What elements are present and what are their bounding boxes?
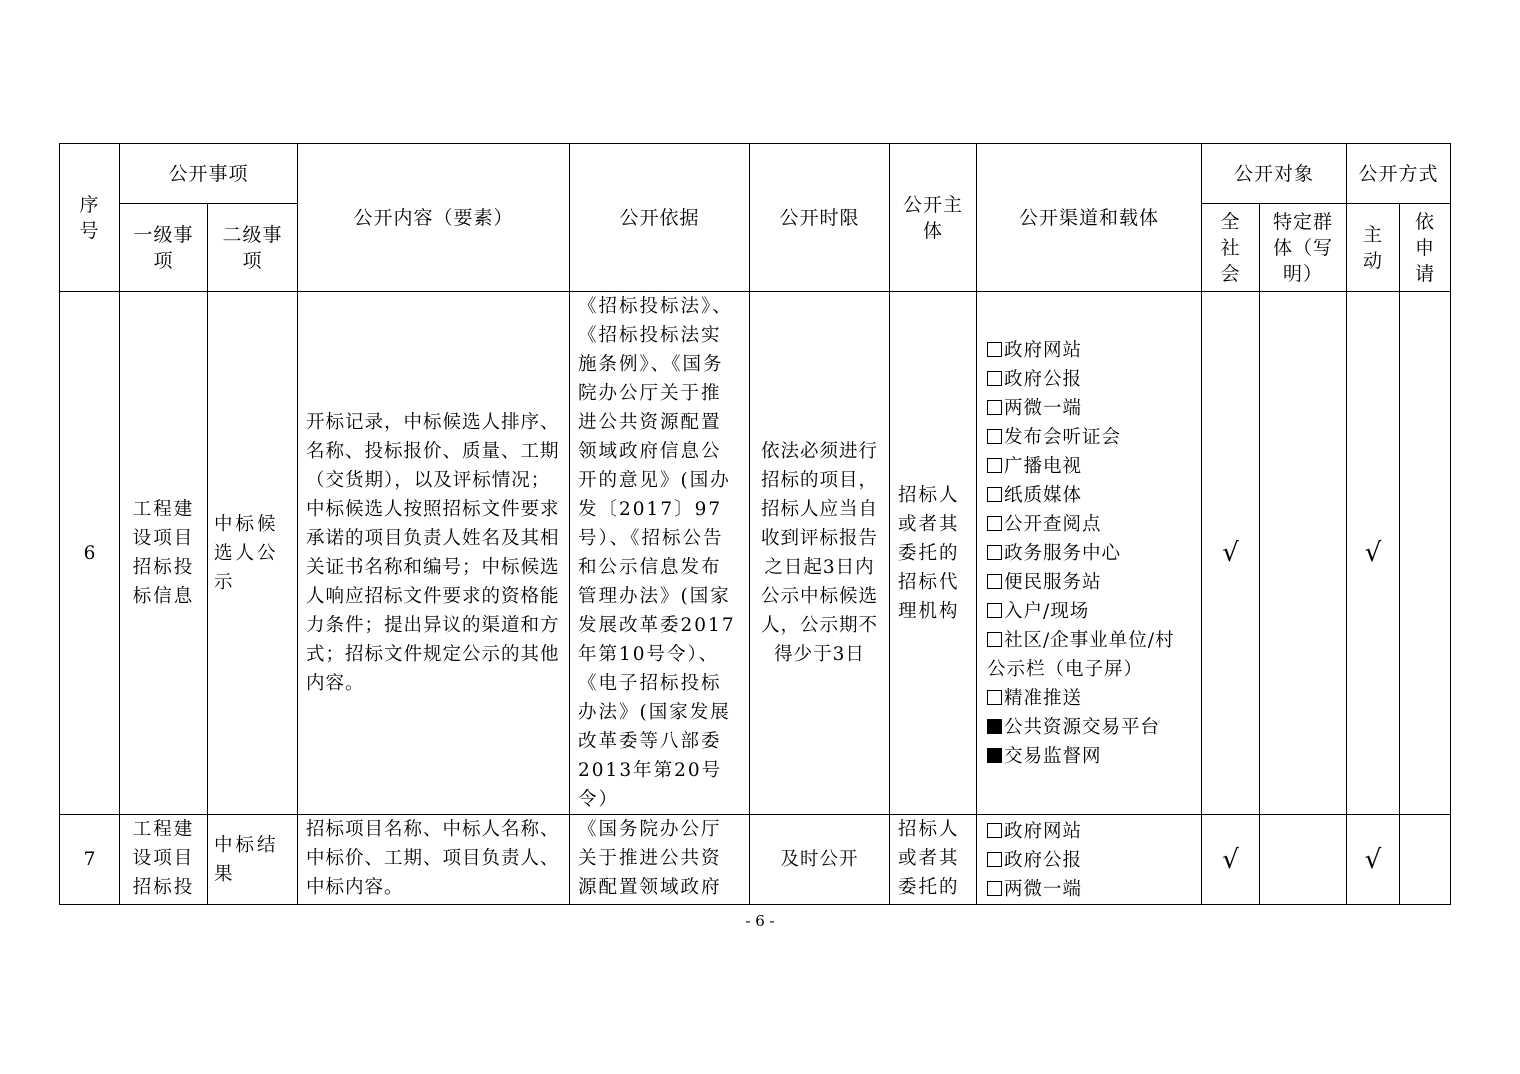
row-aud-specific	[1260, 292, 1347, 815]
checkbox-icon	[987, 690, 1002, 705]
channel-item: 两微一端	[987, 875, 1193, 904]
row-subject: 招标人或者其委托的招标代理机构	[890, 292, 977, 815]
row-mode-active: √	[1347, 292, 1400, 815]
checkbox-icon	[987, 487, 1002, 502]
row-seq: 6	[60, 292, 120, 815]
checkbox-icon	[987, 823, 1002, 838]
col-header-content: 公开内容（要素）	[298, 144, 570, 292]
channel-item: 政府公报	[987, 846, 1193, 875]
col-header-aud-specific: 特定群体（写明）	[1260, 204, 1347, 292]
checked-box-icon	[987, 748, 1002, 763]
row-aud-all: √	[1202, 292, 1260, 815]
row-content: 开标记录，中标候选人排序、名称、投标报价、质量、工期（交货期），以及评标情况；中标候选人按照招标文件要求承诺的项目负责人姓名及其相关证书名称和编号；中标候选人响应招标文件要求的资格能力条件；提出异议的渠道和方式；招标文件规定公示的其他内容。	[298, 292, 570, 815]
checkbox-icon	[987, 429, 1002, 444]
checkbox-icon	[987, 545, 1002, 560]
row-level1: 工程建设项目招标投	[120, 815, 208, 905]
row-time: 依法必须进行招标的项目，招标人应当自收到评标报告之日起3日内公示中标候选人，公示期不得少于3日	[750, 292, 890, 815]
channel-item: 发布会听证会	[987, 423, 1193, 452]
row-aud-all: √	[1202, 815, 1260, 905]
col-header-aud-all: 全社会	[1202, 204, 1260, 292]
checkbox-icon	[987, 603, 1002, 618]
row-mode-active: √	[1347, 815, 1400, 905]
row-basis: 《国务院办公厅关于推进公共资源配置领域政府	[570, 815, 750, 905]
checkbox-icon	[987, 371, 1002, 386]
row-subject: 招标人或者其委托的	[890, 815, 977, 905]
col-header-time: 公开时限	[750, 144, 890, 292]
disclosure-table	[59, 143, 1451, 905]
col-header-mode: 公开方式	[1347, 144, 1451, 204]
row-mode-apply	[1400, 292, 1451, 815]
channel-item: 政府公报	[987, 365, 1193, 394]
channel-item: 纸质媒体	[987, 481, 1193, 510]
row-content: 招标项目名称、中标人名称、中标价、工期、项目负责人、中标内容。	[298, 815, 570, 905]
page-number: - 6 -	[745, 912, 775, 930]
channel-item: 政府网站	[987, 336, 1193, 365]
col-header-subject: 公开主体	[890, 144, 977, 292]
col-header-basis: 公开依据	[570, 144, 750, 292]
row-basis: 《招标投标法》、《招标投标法实施条例》、《国务院办公厅关于推进公共资源配置领域政府信息公开的意见》(国办发〔2017〕97号）、《招标公告和公示信息发布管理办法》(国家发展改革委2017年第10号令）、《电子招标投标办法》(国家发展改革委等八部委2013年第20号令）	[570, 292, 750, 815]
row-level2: 中标候选人公示	[208, 292, 298, 815]
checkbox-icon	[987, 574, 1002, 589]
row-level2: 中标结果	[208, 815, 298, 905]
channel-item: 入户/现场	[987, 597, 1193, 626]
col-header-level2: 二级事项	[208, 204, 298, 292]
channel-item: 交易监督网	[987, 742, 1193, 771]
channel-item: 公共资源交易平台	[987, 713, 1193, 742]
row-mode-apply	[1400, 815, 1451, 905]
col-header-level1: 一级事项	[120, 204, 208, 292]
col-header-seq: 序号	[60, 144, 120, 292]
channel-item: 广播电视	[987, 452, 1193, 481]
table-row	[60, 292, 1451, 815]
col-header-channels: 公开渠道和载体	[977, 144, 1202, 292]
channel-item: 社区/企事业单位/村公示栏（电子屏）	[987, 630, 1175, 680]
checkbox-icon	[987, 881, 1002, 896]
checkbox-icon	[987, 400, 1002, 415]
channel-item: 政府网站	[987, 817, 1193, 846]
checked-box-icon	[987, 719, 1002, 734]
col-header-mode-active: 主动	[1347, 204, 1400, 292]
channel-item: 便民服务站	[987, 568, 1193, 597]
col-header-mode-apply: 依申请	[1400, 204, 1451, 292]
row-channels	[977, 815, 1202, 905]
channel-item: 政务服务中心	[987, 539, 1193, 568]
row-level1: 工程建设项目招标投标信息	[120, 292, 208, 815]
checkbox-icon	[987, 458, 1002, 473]
row-time: 及时公开	[750, 815, 890, 905]
channel-item: 公开查阅点	[987, 510, 1193, 539]
col-header-audience: 公开对象	[1202, 144, 1347, 204]
checkbox-icon	[987, 632, 1002, 647]
checkbox-icon	[987, 516, 1002, 531]
row-aud-specific	[1260, 815, 1347, 905]
checkbox-icon	[987, 852, 1002, 867]
checkbox-icon	[987, 342, 1002, 357]
channel-item: 两微一端	[987, 394, 1193, 423]
header-row-1	[60, 144, 1451, 204]
channel-item: 精准推送	[987, 684, 1193, 713]
table-row	[60, 815, 1451, 905]
row-channels	[977, 292, 1202, 815]
col-header-item-group: 公开事项	[120, 144, 298, 204]
row-seq: 7	[60, 815, 120, 905]
